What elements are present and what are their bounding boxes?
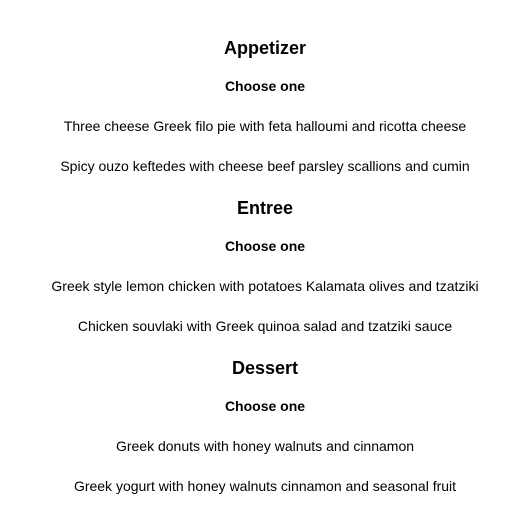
appetizer-subheading: Choose one: [224, 78, 306, 94]
dessert-heading: Dessert: [231, 358, 299, 378]
entree-item: Greek style lemon chicken with potatoes Kalamata olives and tzatziki: [51, 278, 479, 294]
entree-subheading: Choose one: [224, 238, 306, 254]
entree-heading: Entree: [236, 198, 294, 218]
appetizer-item: Spicy ouzo keftedes with cheese beef parsley scallions and cumin: [60, 158, 470, 174]
entree-item: Chicken souvlaki with Greek quinoa salad and tzatziki sauce: [77, 318, 453, 334]
dessert-subheading: Choose one: [224, 398, 306, 414]
appetizer-heading: Appetizer: [223, 38, 306, 58]
appetizer-item: Three cheese Greek filo pie with feta halloumi and ricotta cheese: [63, 118, 467, 134]
dessert-item: Greek yogurt with honey walnuts cinnamon and seasonal fruit: [73, 478, 457, 494]
dessert-item: Greek donuts with honey walnuts and cinnamon: [115, 438, 415, 454]
